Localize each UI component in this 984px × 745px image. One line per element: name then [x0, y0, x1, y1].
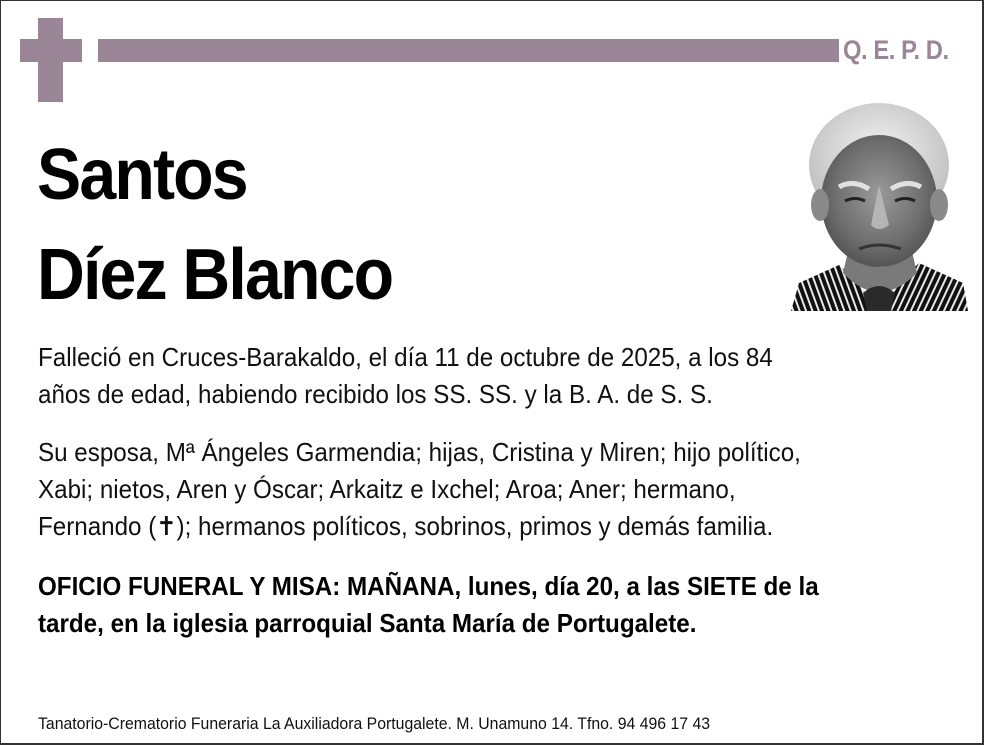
funeral-home-info: Tanatorio-Crematorio Funeraria La Auxiliadora Portugalete. M. Unamuno 14. Tfno. 94 496 17 43	[38, 714, 711, 733]
funeral-line: tarde, en la iglesia parroquial Santa María de Portugalete.	[38, 608, 697, 638]
cross-icon-arm	[20, 39, 82, 62]
death-notice-line: años de edad, habiendo recibido los SS. SS. y la B. A. de S. S.	[38, 379, 713, 409]
deceased-surnames: Díez Blanco	[37, 235, 393, 315]
family-list	[38, 434, 903, 545]
portrait-image	[791, 97, 968, 311]
funeral-line: OFICIO FUNERAL Y MISA: MAÑANA, lunes, día 20, a las SIETE de la	[38, 571, 819, 601]
portrait-photo	[791, 97, 968, 311]
family-line: Xabi; nietos, Aren y Óscar; Arkaitz e Ixchel; Aroa; Aner; hermano,	[38, 474, 736, 504]
header-rule	[98, 39, 839, 62]
qepd-label: Q. E. P. D.	[843, 35, 949, 65]
death-notice	[38, 339, 903, 413]
family-line: Su esposa, Mª Ángeles Garmendia; hijas, Cristina y Miren; hijo político,	[38, 437, 801, 467]
funeral-service-notice	[38, 568, 903, 642]
deceased-first-name: Santos	[37, 135, 247, 215]
family-line: Fernando (✝); hermanos políticos, sobrinos, primos y demás familia.	[38, 511, 774, 541]
death-notice-line: Falleció en Cruces-Barakaldo, el día 11 de octubre de 2025, a los 84	[38, 342, 773, 372]
